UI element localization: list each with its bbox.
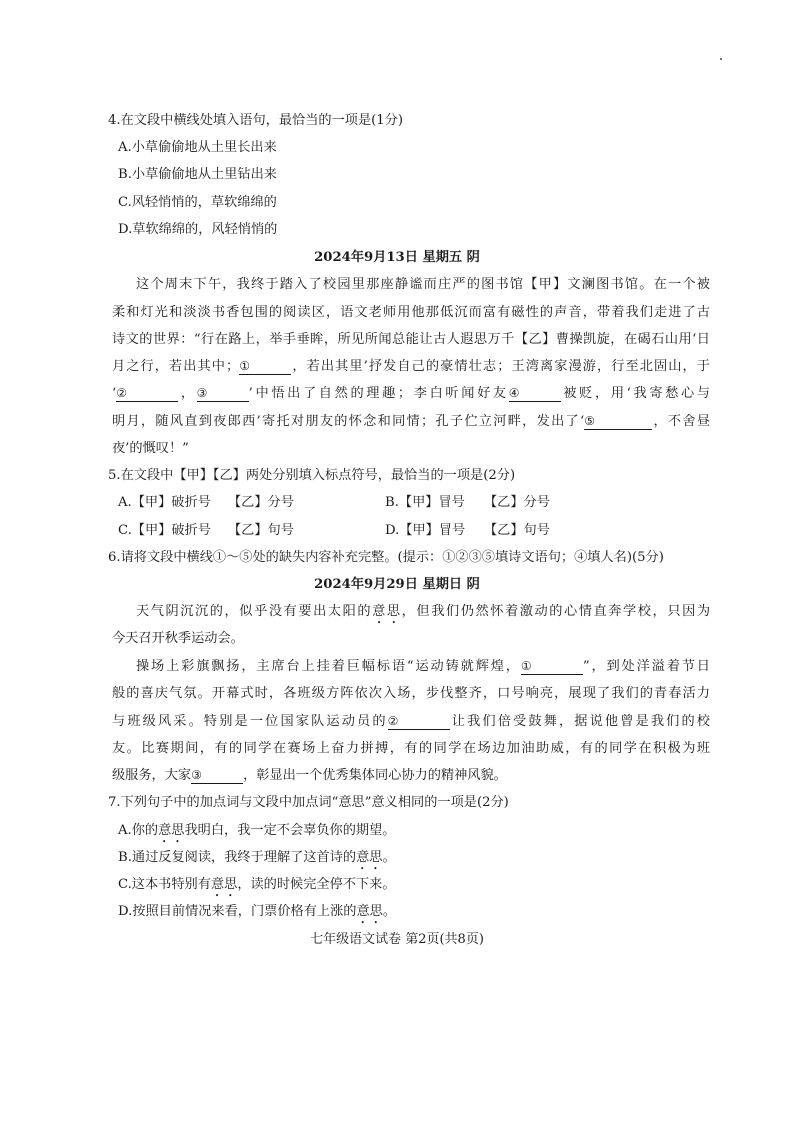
text-segment: 我明白，我一定不会辜负你的期望。 (184, 823, 396, 838)
q5-option-d-2: 【乙】句号 (484, 523, 550, 538)
text-segment: ，不舍昼 (652, 414, 711, 429)
blank-3[interactable]: ③ (191, 768, 243, 784)
text-segment: ，若出其里’抒发自己的豪情壮志；王湾离家漫游，行至北固山，于 (291, 359, 710, 374)
text-segment: ”，到处洋溢着节日 (582, 659, 710, 674)
diary2-line-2: 今天召开秋季运动会。 (112, 631, 244, 646)
blank-3[interactable]: ③ (197, 386, 249, 402)
diary2-line-4: 般的喜庆气氛。开幕式时，各班级方阵依次入场，步伐整齐，口号响亮，展现了我们的青春活力 (112, 686, 710, 701)
q5-option-a: A.【甲】破折号 (118, 495, 211, 510)
diary2-line-6: 友。比赛期间，有的同学在赛场上奋力拼搏，有的同学在场边加油助威，有的同学在积极为班 (112, 741, 710, 756)
text-segment: ‘ (112, 386, 117, 401)
diary1-line-3: 诗文的世界：“行在路上，举手垂眸，所见所闻总能让古人遐思万千【乙】曹操凯旋，在碣石山用‘日 (112, 332, 710, 347)
diary2-line-3 (136, 658, 710, 676)
text-segment: 。 (382, 904, 397, 919)
q4-option-a: A.小草偷偷地从土里长出来 (118, 140, 277, 155)
diary1-line-7: 夜’的慨叹！” (112, 441, 189, 456)
text-segment: 与班级风采。特别是一位国家队运动员的 (112, 714, 388, 729)
text-segment: 被贬，用‘我寄愁心与 (560, 386, 710, 401)
text-segment: 操场上彩旗飘扬，主席台上挂着巨幅标语“运动铸就辉煌， (136, 659, 521, 674)
text-segment: ， (178, 386, 197, 401)
page-footer: 七年级语文试卷 第2页(共8页) (310, 932, 484, 947)
diary1-line-6 (112, 413, 710, 431)
diary2-line-7 (112, 767, 710, 785)
dotted-word: 意思 (356, 850, 383, 865)
text-segment: 明月，随风直到夜郎西’寄托对朋友的怀念和同情；孔子伫立河畔，发出了‘ (112, 414, 585, 429)
q6-stem: 6.请将文段中横线①～⑤处的缺失内容补充完整。(提示：①②③⑤填诗文语句；④填人名)(5分) (108, 550, 664, 565)
blank-2[interactable]: ② (116, 386, 178, 402)
blank-1[interactable]: ① (239, 359, 291, 375)
q5-option-b-2: 【乙】分号 (484, 495, 550, 510)
q4-option-d: D.草软绵绵的，风轻悄悄的 (118, 222, 278, 237)
q5-option-c: C.【甲】破折号 (118, 523, 211, 538)
dotted-word-yisi: 意思 (372, 604, 402, 619)
dotted-word: 意思 (210, 877, 238, 892)
text-segment: ’中悟出了自然的理趣；李白听闻好友 (248, 386, 509, 401)
q7-option-b (118, 849, 718, 873)
text-segment: D.按照目前情况来看，门票价格有上涨的 (118, 904, 357, 919)
q7-option-a (118, 822, 718, 846)
text-segment: 月之行，若出其中； (112, 359, 240, 374)
text-segment: ，但我们仍然怀着激动的心情直奔学校，只因为 (401, 604, 711, 619)
diary2-line-5 (112, 713, 710, 731)
diary1-line-4 (112, 358, 710, 376)
q5-option-a-2: 【乙】分号 (228, 495, 294, 510)
blank-5[interactable]: ⑤ (584, 414, 652, 430)
diary2-line-1 (136, 603, 710, 627)
q4-option-b: B.小草偷偷地从土里钻出来 (118, 167, 277, 182)
q4-option-c: C.风轻悄悄的，草软绵绵的 (118, 195, 277, 210)
text-segment: B.通过反复阅读，我终于理解了这首诗的 (118, 850, 357, 865)
text-segment: 天气阴沉沉的，似乎没有要出太阳的 (136, 604, 373, 619)
q5-option-c-2: 【乙】句号 (228, 523, 294, 538)
q5-options-row-1 (118, 494, 678, 512)
q4-stem: 4.在文段中横线处填入语句，最恰当的一项是(1分) (108, 113, 404, 128)
text-segment: C.这本书特别有 (118, 877, 211, 892)
dotted-word: 意思 (356, 904, 383, 919)
diary1-heading: 2024年9月13日 星期五 阴 (314, 250, 480, 265)
diary2-heading: 2024年9月29日 星期日 阴 (314, 577, 480, 592)
q5-stem: 5.在文段中【甲】【乙】两处分别填入标点符号，最恰当的一项是(2分) (108, 468, 516, 483)
q5-option-d: D.【甲】冒号 (385, 523, 466, 538)
q5-option-b: B.【甲】冒号 (385, 495, 465, 510)
text-segment: ，读的时候完全停不下来。 (237, 877, 396, 892)
diary1-line-5 (112, 385, 710, 403)
q7-option-d (118, 903, 718, 927)
text-segment: 。 (382, 850, 396, 865)
text-segment: 让我们倍受鼓舞，据说他曾是我们的校 (449, 714, 710, 729)
diary1-line-2: 柔和灯光和淡淡书香包围的阅读区，语文老师用他那低沉而富有磁性的声音，带着我们走进了古 (112, 305, 710, 320)
blank-4[interactable]: ④ (509, 386, 561, 402)
blank-1[interactable]: ① (521, 659, 583, 675)
q7-stem: 7.下列句子中的加点词与文段中加点词“意思”意义相同的一项是(2分) (108, 795, 509, 810)
text-segment: A.你的 (118, 823, 159, 838)
text-segment: 级服务，大家 (112, 768, 192, 783)
diary1-line-1: 这个周末下午，我终于踏入了校园里那座静谧而庄严的图书馆【甲】文澜图书馆。在一个被 (136, 277, 710, 292)
dotted-word: 意思 (158, 823, 185, 838)
blank-2[interactable]: ② (388, 714, 450, 730)
scan-speck (720, 58, 722, 60)
q5-options-row-2 (118, 522, 678, 540)
text-segment: ，彰显出一个优秀集体同心协力的精神风貌。 (243, 768, 507, 783)
q7-option-c (118, 876, 718, 900)
